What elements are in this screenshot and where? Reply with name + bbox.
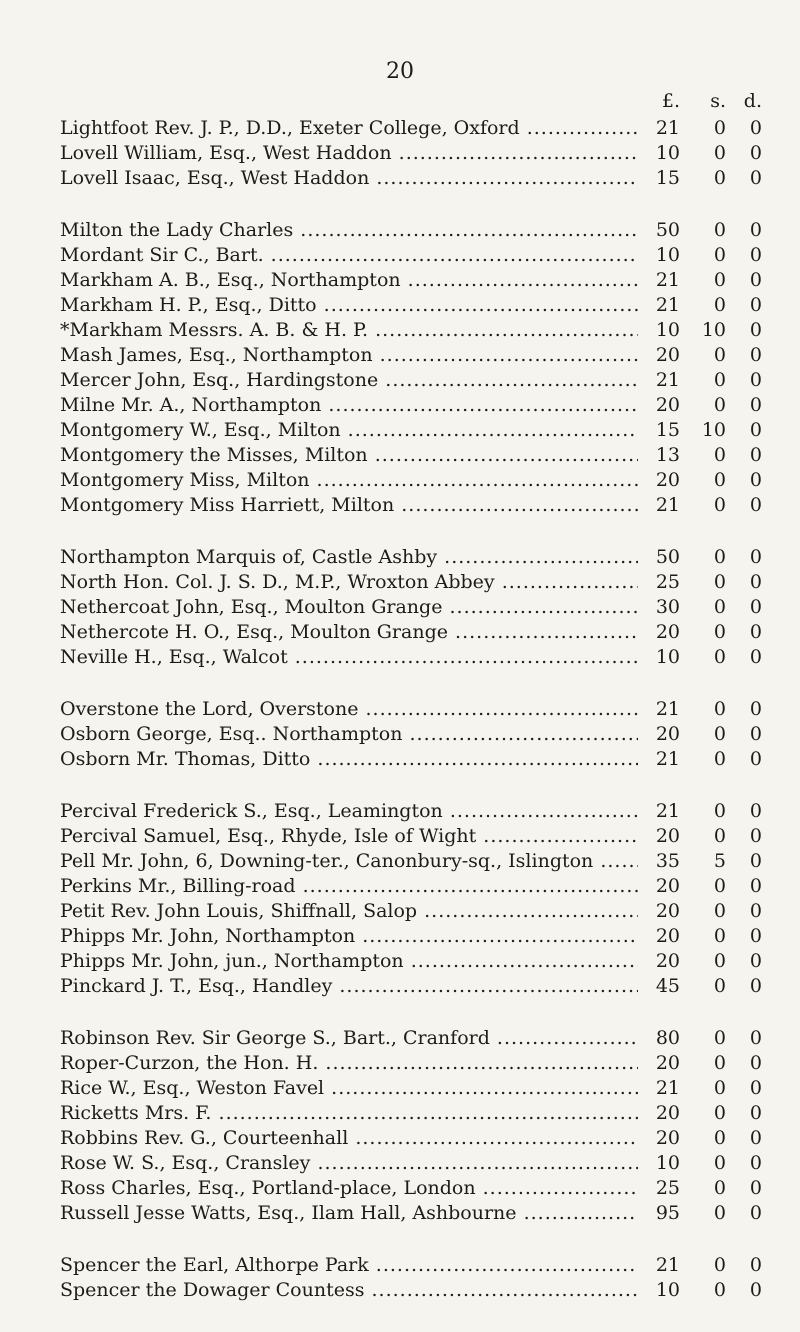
subscriber-name: Percival Samuel, Esq., Rhyde, Isle of Wight ..... bbox=[60, 824, 638, 849]
subscriber-name: Petit Rev. John Louis, Shiffnall, Salop ..... bbox=[60, 899, 638, 924]
amount-shillings: 0 bbox=[713, 723, 726, 745]
amount-shillings: 0 bbox=[713, 142, 726, 164]
list-item bbox=[0, 1201, 800, 1226]
amount-pence: 0 bbox=[749, 748, 762, 770]
subscriber-name: *Markham Messrs. A. B. & H. P. ..... bbox=[60, 318, 638, 343]
subscriber-name: Overstone the Lord, Overstone ..... bbox=[60, 697, 638, 722]
amount-pence: 0 bbox=[749, 444, 762, 466]
header-shillings: s. bbox=[710, 90, 726, 112]
list-item bbox=[0, 166, 800, 191]
list-item bbox=[0, 799, 800, 824]
amount-pence: 0 bbox=[749, 1254, 762, 1276]
amount-shillings: 0 bbox=[713, 1202, 726, 1224]
amount-shillings: 0 bbox=[713, 494, 726, 516]
amount-pence: 0 bbox=[749, 925, 762, 947]
amount-pounds: 20 bbox=[655, 1127, 680, 1149]
list-item bbox=[0, 1126, 800, 1151]
amount-shillings: 0 bbox=[713, 1077, 726, 1099]
subscriber-name: Osborn Mr. Thomas, Ditto ..... bbox=[60, 747, 638, 772]
subscriber-name: Roper-Curzon, the Hon. H. ..... bbox=[60, 1051, 638, 1076]
list-item bbox=[0, 493, 800, 518]
subscriber-name: Mercer John, Esq., Hardingstone ..... bbox=[60, 368, 638, 393]
amount-pence: 0 bbox=[749, 394, 762, 416]
amount-pounds: 25 bbox=[655, 571, 680, 593]
amount-pounds: 10 bbox=[655, 319, 680, 341]
amount-pence: 0 bbox=[749, 1177, 762, 1199]
list-item bbox=[0, 747, 800, 772]
amount-shillings: 0 bbox=[713, 596, 726, 618]
subscriber-name: Spencer the Dowager Countess ..... bbox=[60, 1278, 638, 1303]
list-item bbox=[0, 824, 800, 849]
entry-group bbox=[0, 218, 800, 518]
list-item bbox=[0, 141, 800, 166]
list-item bbox=[0, 874, 800, 899]
amount-shillings: 0 bbox=[713, 369, 726, 391]
subscriber-name: Montgomery the Misses, Milton ..... bbox=[60, 443, 638, 468]
amount-pounds: 45 bbox=[655, 975, 680, 997]
amount-shillings: 0 bbox=[713, 571, 726, 593]
amount-pence: 0 bbox=[749, 244, 762, 266]
subscriber-name: Northampton Marquis of, Castle Ashby ..... bbox=[60, 545, 638, 570]
amount-pounds: 21 bbox=[655, 494, 680, 516]
amount-pounds: 21 bbox=[655, 1254, 680, 1276]
amount-pounds: 15 bbox=[655, 167, 680, 189]
subscriber-name: Ross Charles, Esq., Portland-place, London ..... bbox=[60, 1176, 638, 1201]
entry-group bbox=[0, 697, 800, 772]
subscriber-name: Nethercote H. O., Esq., Moulton Grange ..... bbox=[60, 620, 638, 645]
amount-pounds: 20 bbox=[655, 344, 680, 366]
amount-shillings: 0 bbox=[713, 950, 726, 972]
amount-pence: 0 bbox=[749, 344, 762, 366]
subscriber-name: Lightfoot Rev. J. P., D.D., Exeter College, Oxford ..... bbox=[60, 116, 638, 141]
amount-pence: 0 bbox=[749, 723, 762, 745]
list-item bbox=[0, 924, 800, 949]
amount-shillings: 0 bbox=[713, 1177, 726, 1199]
subscriber-name: Ricketts Mrs. F. ..... bbox=[60, 1101, 638, 1126]
subscriber-name: Markham A. B., Esq., Northampton ..... bbox=[60, 268, 638, 293]
header-pounds: £. bbox=[661, 90, 680, 112]
entry-group bbox=[0, 799, 800, 999]
amount-pence: 0 bbox=[749, 621, 762, 643]
amount-pence: 0 bbox=[749, 294, 762, 316]
subscriber-name: Pell Mr. John, 6, Downing-ter., Canonbury-sq., Islington ..... bbox=[60, 849, 638, 874]
list-item bbox=[0, 1151, 800, 1176]
header-pence: d. bbox=[743, 90, 762, 112]
subscriber-name: Markham H. P., Esq., Ditto ..... bbox=[60, 293, 638, 318]
list-item bbox=[0, 545, 800, 570]
amount-pounds: 21 bbox=[655, 369, 680, 391]
list-item bbox=[0, 218, 800, 243]
amount-pence: 0 bbox=[749, 369, 762, 391]
amount-pence: 0 bbox=[749, 117, 762, 139]
amount-pence: 0 bbox=[749, 269, 762, 291]
amount-pence: 0 bbox=[749, 1077, 762, 1099]
list-item bbox=[0, 468, 800, 493]
amount-pounds: 10 bbox=[655, 1279, 680, 1301]
subscriber-name: Mordant Sir C., Bart. ..... bbox=[60, 243, 638, 268]
amount-pounds: 50 bbox=[655, 219, 680, 241]
amount-pounds: 20 bbox=[655, 723, 680, 745]
amount-pounds: 20 bbox=[655, 925, 680, 947]
amount-pounds: 80 bbox=[655, 1027, 680, 1049]
amount-pounds: 25 bbox=[655, 1177, 680, 1199]
amount-pence: 0 bbox=[749, 950, 762, 972]
list-item bbox=[0, 243, 800, 268]
amount-pence: 0 bbox=[749, 1127, 762, 1149]
list-item bbox=[0, 722, 800, 747]
amount-pounds: 35 bbox=[655, 850, 680, 872]
amount-pence: 0 bbox=[749, 646, 762, 668]
amount-pounds: 15 bbox=[655, 419, 680, 441]
amount-pence: 0 bbox=[749, 975, 762, 997]
amount-shillings: 0 bbox=[713, 546, 726, 568]
amount-shillings: 0 bbox=[713, 444, 726, 466]
amount-pounds: 21 bbox=[655, 748, 680, 770]
amount-pounds: 20 bbox=[655, 621, 680, 643]
amount-pence: 0 bbox=[749, 1279, 762, 1301]
subscriber-name: Nethercoat John, Esq., Moulton Grange ..... bbox=[60, 595, 638, 620]
amount-shillings: 0 bbox=[713, 244, 726, 266]
amount-pence: 0 bbox=[749, 319, 762, 341]
list-item bbox=[0, 697, 800, 722]
amount-shillings: 0 bbox=[713, 1254, 726, 1276]
amount-shillings: 0 bbox=[713, 925, 726, 947]
amount-shillings: 0 bbox=[713, 698, 726, 720]
amount-pence: 0 bbox=[749, 167, 762, 189]
amount-pence: 0 bbox=[749, 1152, 762, 1174]
subscriber-name: Milne Mr. A., Northampton ..... bbox=[60, 393, 638, 418]
amount-shillings: 0 bbox=[713, 117, 726, 139]
amount-shillings: 0 bbox=[713, 1027, 726, 1049]
amount-pounds: 21 bbox=[655, 1077, 680, 1099]
list-item bbox=[0, 293, 800, 318]
subscriber-name: Mash James, Esq., Northampton ..... bbox=[60, 343, 638, 368]
amount-pounds: 10 bbox=[655, 1152, 680, 1174]
amount-shillings: 5 bbox=[713, 850, 726, 872]
amount-shillings: 0 bbox=[713, 269, 726, 291]
subscriber-name: Spencer the Earl, Althorpe Park ..... bbox=[60, 1253, 638, 1278]
amount-pence: 0 bbox=[749, 546, 762, 568]
list-item bbox=[0, 318, 800, 343]
amount-pence: 0 bbox=[749, 1202, 762, 1224]
subscriber-name: Milton the Lady Charles ..... bbox=[60, 218, 638, 243]
amount-shillings: 0 bbox=[713, 167, 726, 189]
subscriber-name: Robbins Rev. G., Courteenhall ..... bbox=[60, 1126, 638, 1151]
subscriber-name: Phipps Mr. John, Northampton ..... bbox=[60, 924, 638, 949]
amount-shillings: 0 bbox=[713, 800, 726, 822]
list-item bbox=[0, 418, 800, 443]
amount-pence: 0 bbox=[749, 419, 762, 441]
entry-group bbox=[0, 545, 800, 670]
subscriber-name: Montgomery Miss Harriett, Milton ..... bbox=[60, 493, 638, 518]
amount-pounds: 21 bbox=[655, 117, 680, 139]
subscriber-name: Percival Frederick S., Esq., Leamington ..... bbox=[60, 799, 638, 824]
subscriber-name: Lovell Isaac, Esq., West Haddon ..... bbox=[60, 166, 638, 191]
amount-shillings: 0 bbox=[713, 1152, 726, 1174]
subscriber-name: Neville H., Esq., Walcot ..... bbox=[60, 645, 638, 670]
amount-shillings: 0 bbox=[713, 646, 726, 668]
list-item bbox=[0, 268, 800, 293]
amount-pence: 0 bbox=[749, 494, 762, 516]
amount-pounds: 21 bbox=[655, 294, 680, 316]
subscription-list bbox=[0, 116, 800, 1330]
amount-pounds: 21 bbox=[655, 698, 680, 720]
amount-shillings: 0 bbox=[713, 748, 726, 770]
amount-pence: 0 bbox=[749, 800, 762, 822]
amount-shillings: 0 bbox=[713, 219, 726, 241]
amount-pounds: 30 bbox=[655, 596, 680, 618]
column-headers bbox=[0, 86, 800, 116]
amount-pounds: 20 bbox=[655, 394, 680, 416]
list-item bbox=[0, 1176, 800, 1201]
amount-shillings: 0 bbox=[713, 1052, 726, 1074]
list-item bbox=[0, 116, 800, 141]
amount-shillings: 0 bbox=[713, 394, 726, 416]
amount-pounds: 21 bbox=[655, 800, 680, 822]
amount-shillings: 10 bbox=[701, 419, 726, 441]
amount-pounds: 20 bbox=[655, 875, 680, 897]
amount-pounds: 13 bbox=[655, 444, 680, 466]
amount-pounds: 10 bbox=[655, 646, 680, 668]
amount-shillings: 0 bbox=[713, 1102, 726, 1124]
amount-pounds: 20 bbox=[655, 1102, 680, 1124]
amount-pence: 0 bbox=[749, 571, 762, 593]
list-item bbox=[0, 443, 800, 468]
list-item bbox=[0, 1101, 800, 1126]
amount-shillings: 0 bbox=[713, 621, 726, 643]
list-item bbox=[0, 343, 800, 368]
subscriber-name: Robinson Rev. Sir George S., Bart., Cranford ..... bbox=[60, 1026, 638, 1051]
subscriber-name: Rice W., Esq., Weston Favel ..... bbox=[60, 1076, 638, 1101]
subscriber-name: Rose W. S., Esq., Cransley ..... bbox=[60, 1151, 638, 1176]
amount-pence: 0 bbox=[749, 850, 762, 872]
amount-pence: 0 bbox=[749, 1052, 762, 1074]
amount-shillings: 0 bbox=[713, 975, 726, 997]
entry-group bbox=[0, 1026, 800, 1226]
amount-pence: 0 bbox=[749, 219, 762, 241]
subscriber-name: Perkins Mr., Billing-road ..... bbox=[60, 874, 638, 899]
amount-pounds: 21 bbox=[655, 269, 680, 291]
amount-pence: 0 bbox=[749, 469, 762, 491]
list-item bbox=[0, 1076, 800, 1101]
subscriber-name: North Hon. Col. J. S. D., M.P., Wroxton Abbey ..... bbox=[60, 570, 638, 595]
amount-shillings: 0 bbox=[713, 469, 726, 491]
amount-pounds: 20 bbox=[655, 1052, 680, 1074]
amount-shillings: 0 bbox=[713, 344, 726, 366]
list-item bbox=[0, 368, 800, 393]
list-item bbox=[0, 595, 800, 620]
list-item bbox=[0, 1051, 800, 1076]
amount-pence: 0 bbox=[749, 825, 762, 847]
amount-pence: 0 bbox=[749, 142, 762, 164]
amount-pounds: 20 bbox=[655, 900, 680, 922]
list-item bbox=[0, 899, 800, 924]
list-item bbox=[0, 570, 800, 595]
amount-pence: 0 bbox=[749, 596, 762, 618]
amount-pounds: 20 bbox=[655, 469, 680, 491]
amount-pence: 0 bbox=[749, 1102, 762, 1124]
amount-pence: 0 bbox=[749, 900, 762, 922]
list-item bbox=[0, 974, 800, 999]
list-item bbox=[0, 393, 800, 418]
amount-shillings: 0 bbox=[713, 1279, 726, 1301]
list-item bbox=[0, 1278, 800, 1303]
amount-shillings: 0 bbox=[713, 825, 726, 847]
entry-group bbox=[0, 116, 800, 191]
amount-shillings: 10 bbox=[701, 319, 726, 341]
amount-pounds: 20 bbox=[655, 825, 680, 847]
amount-shillings: 0 bbox=[713, 875, 726, 897]
list-item bbox=[0, 1253, 800, 1278]
subscriber-name: Osborn George, Esq.. Northampton ..... bbox=[60, 722, 638, 747]
list-item bbox=[0, 949, 800, 974]
subscriber-name: Montgomery W., Esq., Milton ..... bbox=[60, 418, 638, 443]
page-number: 20 bbox=[386, 59, 414, 84]
amount-pounds: 10 bbox=[655, 244, 680, 266]
list-item bbox=[0, 620, 800, 645]
subscriber-name: Phipps Mr. John, jun., Northampton ..... bbox=[60, 949, 638, 974]
amount-shillings: 0 bbox=[713, 294, 726, 316]
amount-pence: 0 bbox=[749, 698, 762, 720]
amount-shillings: 0 bbox=[713, 900, 726, 922]
amount-pence: 0 bbox=[749, 1027, 762, 1049]
list-item bbox=[0, 1026, 800, 1051]
list-item bbox=[0, 849, 800, 874]
subscriber-name: Pinckard J. T., Esq., Handley ..... bbox=[60, 974, 638, 999]
entry-group bbox=[0, 1253, 800, 1303]
amount-pounds: 50 bbox=[655, 546, 680, 568]
amount-pounds: 20 bbox=[655, 950, 680, 972]
amount-pounds: 95 bbox=[655, 1202, 680, 1224]
amount-pence: 0 bbox=[749, 875, 762, 897]
amount-shillings: 0 bbox=[713, 1127, 726, 1149]
subscriber-name: Russell Jesse Watts, Esq., Ilam Hall, Ashbourne ..... bbox=[60, 1201, 638, 1226]
list-item bbox=[0, 645, 800, 670]
subscriber-name: Lovell William, Esq., West Haddon ..... bbox=[60, 141, 638, 166]
subscriber-name: Montgomery Miss, Milton ..... bbox=[60, 468, 638, 493]
amount-pounds: 10 bbox=[655, 142, 680, 164]
